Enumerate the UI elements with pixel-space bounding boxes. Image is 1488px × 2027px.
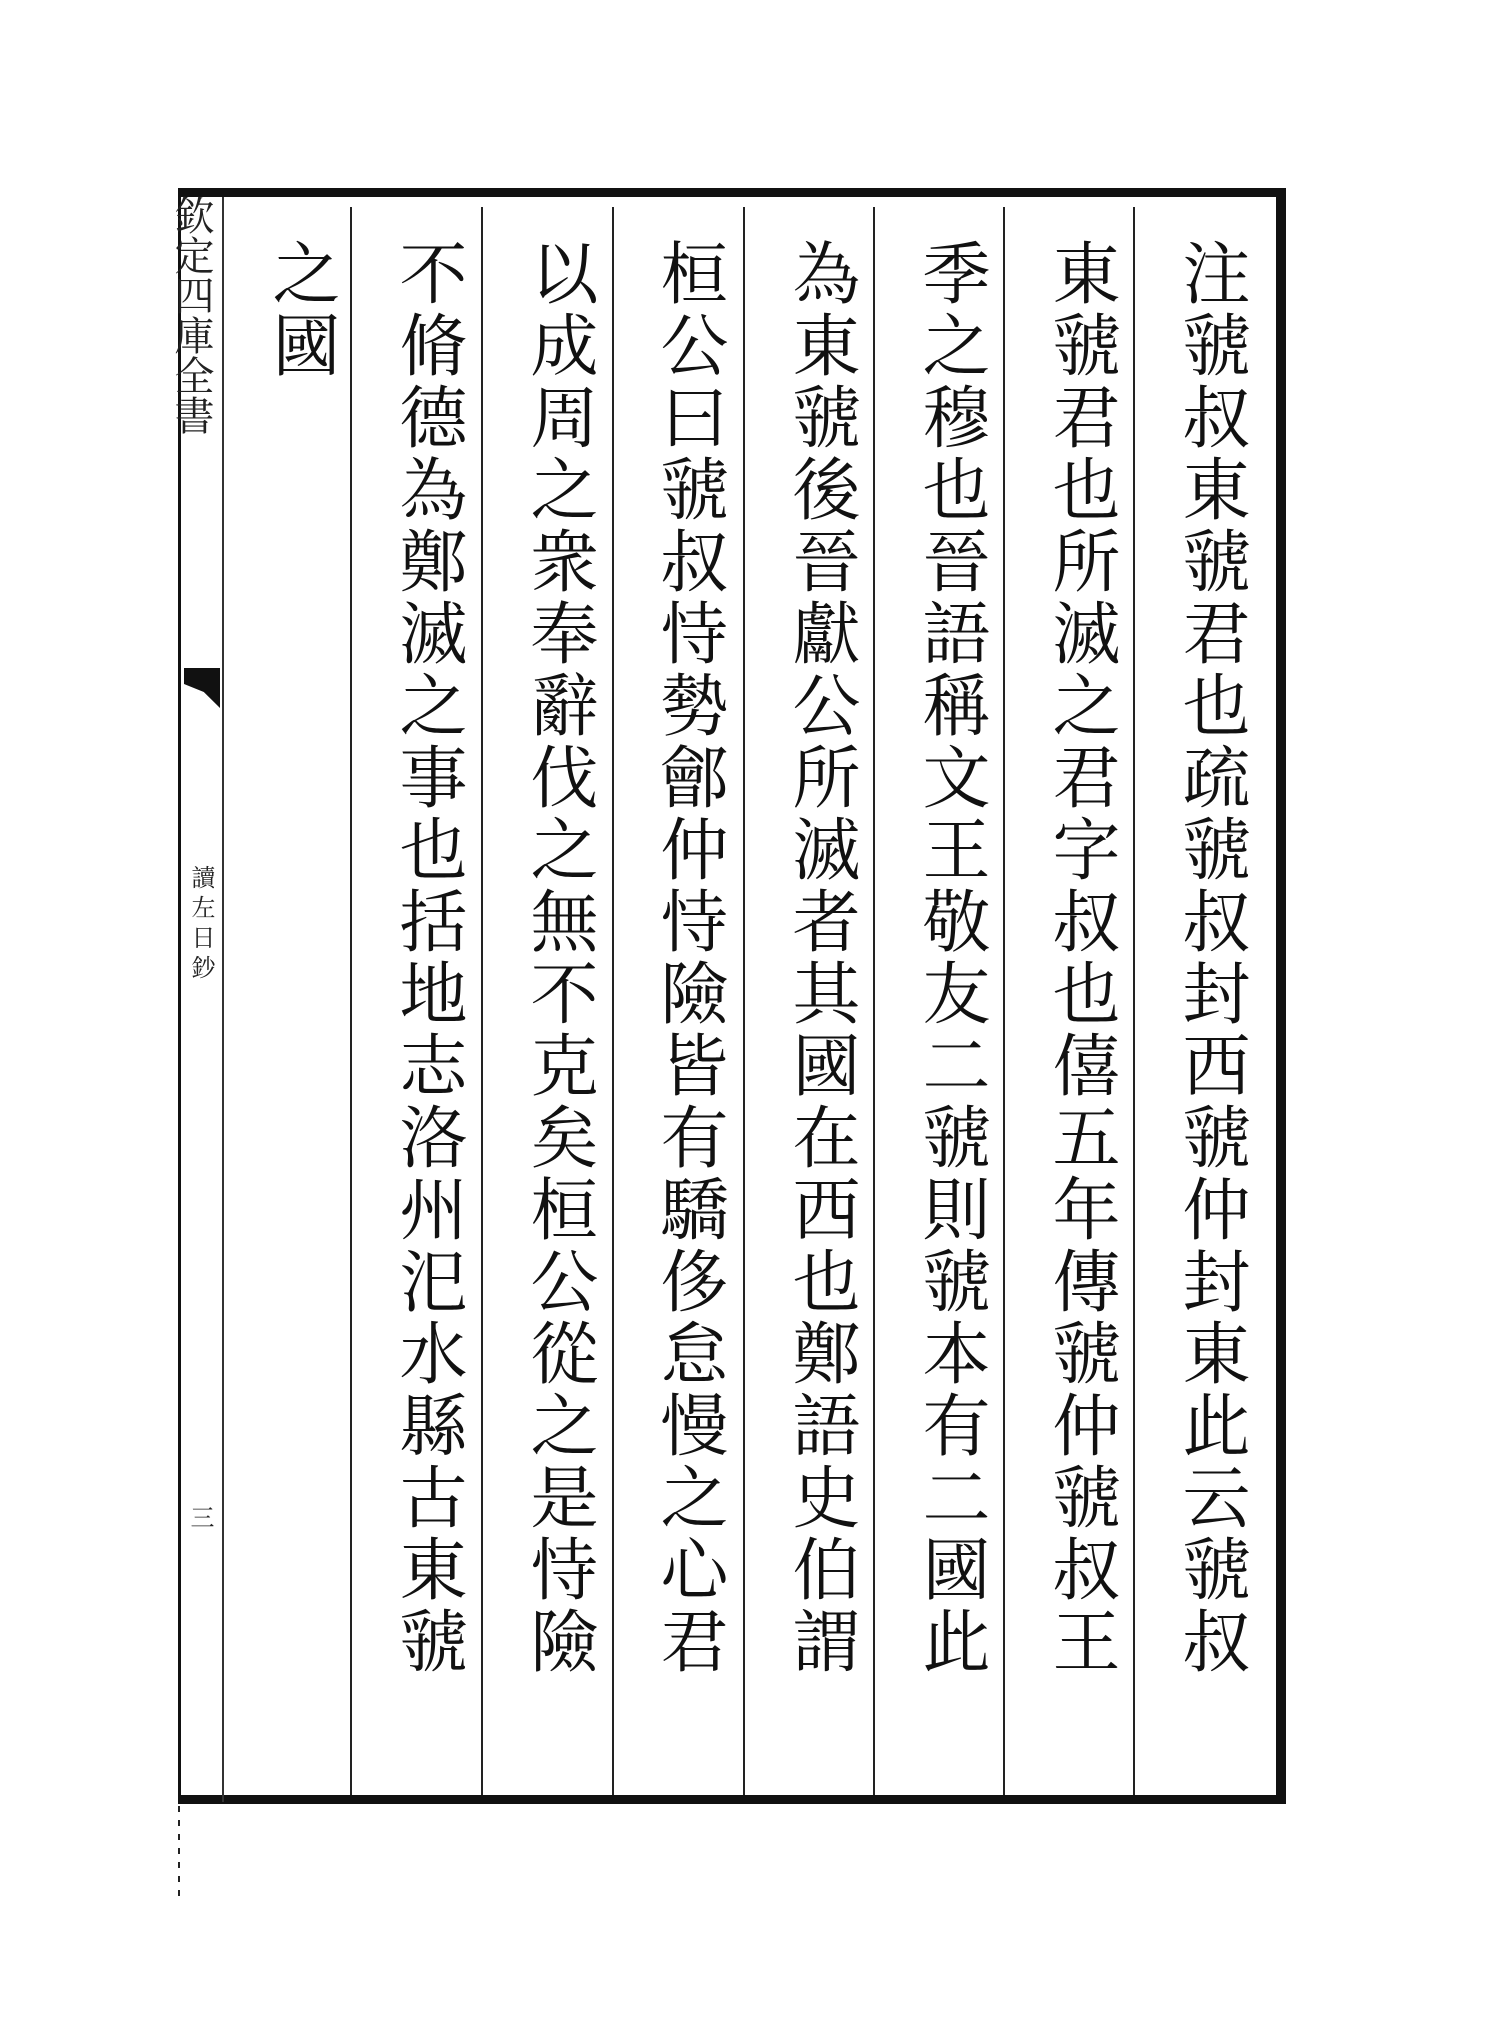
page-edge xyxy=(178,1806,180,1896)
cut-title: 欽定四庫全書 xyxy=(168,195,214,435)
book-name: 讀左日鈔 xyxy=(187,865,215,985)
text-column-7: 不脩德為鄭滅之事也括地志洛州汜水縣古東虢 xyxy=(388,238,467,1678)
text-column-6: 以成周之衆奉辭伐之無不克矣桓公從之是恃險 xyxy=(519,238,598,1678)
text-column-3: 季之穆也晉語稱文王敬友二虢則虢本有二國此 xyxy=(911,238,990,1678)
text-column-2: 東虢君也所滅之君字叔也僖五年傳虢仲虢叔王 xyxy=(1041,238,1120,1678)
text-column-1: 注虢叔東虢君也疏虢叔封西虢仲封東此云虢叔 xyxy=(1171,238,1250,1678)
text-column-8: 之國 xyxy=(261,238,340,382)
text-column-5: 桓公曰虢叔恃勢鄶仲恃險皆有驕侈怠慢之心君 xyxy=(649,238,728,1678)
text-column-4: 為東虢後晉獻公所滅者其國在西也鄭語史伯謂 xyxy=(781,238,860,1678)
folio-number: 三 xyxy=(186,1505,214,1529)
